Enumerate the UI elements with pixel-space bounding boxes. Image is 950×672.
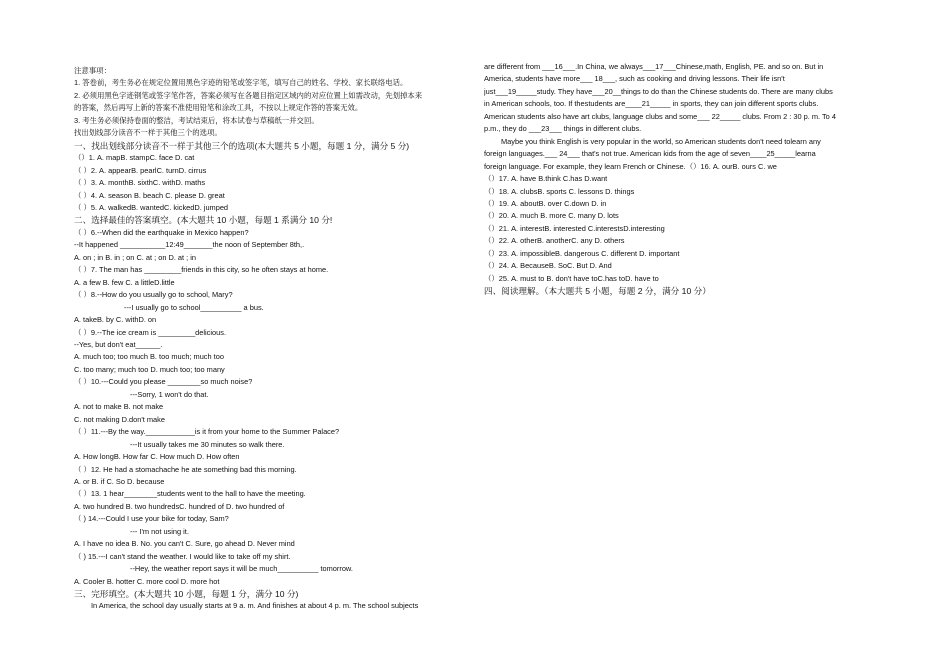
right-text-line: （）25. A. must to B. don't have toC.has toD. have to: [484, 273, 659, 283]
right-column: [484, 61, 880, 298]
right-text-line: just___19_____study. They have___20__things to do than the Chinese students do. There are many clubs: [484, 86, 833, 96]
left-text-line: A. on ; in B. in ; on C. at ; on D. at ; in: [74, 252, 197, 262]
left-text-line: C. not making D.don't make: [74, 414, 165, 424]
right-text-line: （）24. A. BecauseB. SoC. But D. And: [484, 261, 612, 271]
left-text-line: A. takeB. by C. withD. on: [74, 315, 157, 325]
left-text-line: --- I'm not using it.: [130, 526, 189, 536]
left-text-line: A. much too; too much B. too much; much too: [74, 352, 224, 362]
left-text-line: （ ) 14.---Could I use your bike for today, Sam?: [74, 514, 229, 524]
right-text-line: （）20. A. much B. more C. many D. lots: [484, 211, 619, 221]
left-text-line: （ ）7. The man has _________friends in this city, so he often stays at home.: [74, 265, 329, 275]
left-text-line: A. I have no idea B. No. you can't C. Sure, go ahead D. Never mind: [74, 539, 295, 549]
left-text-line: （ ）4. A. season B. beach C. please D. great: [74, 190, 225, 200]
right-text-line: 四、阅读理解。（本大题共 5 小题，每题 2 分，满分 10 分）: [484, 286, 711, 297]
left-text-line: （ ）3. A. monthB. sixthC. withD. maths: [74, 178, 206, 188]
left-text-line: （ ）2. A. appearB. pearlC. turnD. cirrus: [74, 165, 207, 175]
right-text-line: （）23. A. impossibleB. dangerous C. different D. important: [484, 248, 680, 258]
right-text-line: （）21. A. interestB. interested C.interestsD.interesting: [484, 223, 665, 233]
left-text-line: 三、完形填空。(本大题共 10 小题，每题 1 分，满分 10 分): [74, 589, 299, 600]
right-text-line: foreign languages.___ 24___ that's not true. American kids from the age of seven____25_____learna: [484, 149, 816, 159]
left-text-line: A. Cooler B. hotter C. more cool D. more hot: [74, 576, 220, 586]
right-text-line: （）17. A. have B.think C.has D.want: [484, 174, 608, 184]
left-text-line: （）1. A. mapB. stampC. face D. cat: [74, 153, 195, 163]
left-text-line: ---It usually takes me 30 minutes so walk there.: [130, 439, 285, 449]
left-text-line: （ ) 15.---I can't stand the weather. I would like to take off my shirt.: [74, 551, 291, 561]
left-text-line: ---I usually go to school__________ a bus.: [124, 302, 264, 312]
left-text-line: （ ）9.--The ice cream is _________delicious.: [74, 327, 226, 337]
left-column: [74, 61, 474, 613]
right-text-line: （）18. A. clubsB. sports C. lessons D. things: [484, 186, 635, 196]
left-text-line: 3. 考生务必须保持卷面的整洁，考试结束后，将本试卷与草稿纸一并交回。: [74, 115, 319, 125]
left-text-line: --Yes, but don't eat______.: [74, 339, 163, 349]
right-text-line: American students also have art clubs, language clubs and some___ 22_____ clubs. From 2 : 30 p. m. To 4: [484, 111, 836, 121]
left-text-line: A. not to make B. not make: [74, 402, 164, 412]
left-text-line: ---Sorry, 1 won't do that.: [130, 389, 209, 399]
right-text-line: p.m., they do ___23___ things in different clubs.: [484, 124, 642, 134]
right-text-line: foreign language. For example, they learn French or Chinese.（）16. A. ourB. ours C. we: [484, 161, 777, 171]
left-text-line: 2. 必须用黑色字迹钢笔或签字笔作答，答案必须写在各题目指定区域内的对应位置上如需改动，先划掉本来: [74, 90, 423, 100]
left-text-line: （ ）10.---Could you please ________so much noise?: [74, 377, 253, 387]
left-text-line: A. a few B. few C. a littleD.little: [74, 277, 175, 287]
left-text-line: In America, the school day usually starts at 9 a. m. And finishes at about 4 p. m. The school subjects: [91, 601, 419, 611]
left-text-line: --It happened ___________12:49_______the noon of September 8th,.: [74, 240, 305, 250]
right-text-line: Maybe you think English is very popular in the world, so American students don't need tolearn any: [501, 136, 821, 146]
right-text-line: （）19. A. aboutB. over C.down D. in: [484, 198, 607, 208]
left-text-line: A. How longB. How far C. How much D. How often: [74, 452, 240, 462]
right-text-line: in American schools, too. If thestudents are____21_____ in sports, they can join different sports clubs.: [484, 99, 819, 109]
right-text-line: America, students have more___ 18___, such as cooking and driving lessons. Their life isn't: [484, 74, 785, 84]
left-text-line: C. too many; much too D. much too; too many: [74, 364, 225, 374]
left-text-line: 二、选择最佳的答案填空。(本大题共 10 小题，每题 1 系满分 10 分!: [74, 215, 333, 226]
left-text-line: 的答案，然后再写上新的答案不准使用铅笔和涂改工具，不按以上规定作答的答案无效。: [74, 103, 363, 113]
left-text-line: 注意事项：: [74, 66, 111, 75]
left-text-line: --Hey, the weather report says it will be much__________ tomorrow.: [130, 564, 353, 574]
left-text-line: A. or B. if C. So D. because: [74, 476, 165, 486]
left-text-line: （ ）13. 1 hear________students went to the hall to have the meeting.: [74, 489, 306, 499]
left-text-line: （ ）11.---By the way.____________is it from your home to the Summer Palace?: [74, 427, 340, 437]
left-text-line: A. two hundred B. two hundredsC. hundred of D. two hundred of: [74, 501, 285, 511]
left-text-line: （ ）12. He had a stomachache he ate something bad this morning.: [74, 464, 297, 474]
left-text-line: 一、找出划线部分读音不一样于其他三个的选项(本大题共 5 小题，每题 1 分，满分 5 分): [74, 140, 410, 151]
left-text-line: （ ）6.--When did the earthquake in Mexico happen?: [74, 227, 249, 237]
right-text-line: （）22. A. otherB. anotherC. any D. others: [484, 236, 625, 246]
left-text-line: （ ）8.--How do you usually go to school, Mary?: [74, 290, 233, 300]
left-text-line: （ ）5. A. walkedB. wantedC. kickedD. jumped: [74, 202, 229, 212]
left-text-line: 1. 答卷前，考生务必在规定位置用黑色字迹的铅笔或签字笔，填写自己的姓名、学校、家长联络电话。: [74, 78, 408, 88]
left-text-line: 找出划线部分读音不一样于其他三个的选项。: [74, 128, 222, 138]
right-text-line: are different from ___16___.In China, we always___17___Chinese,math, English, PE. and so on. But in: [484, 62, 824, 71]
